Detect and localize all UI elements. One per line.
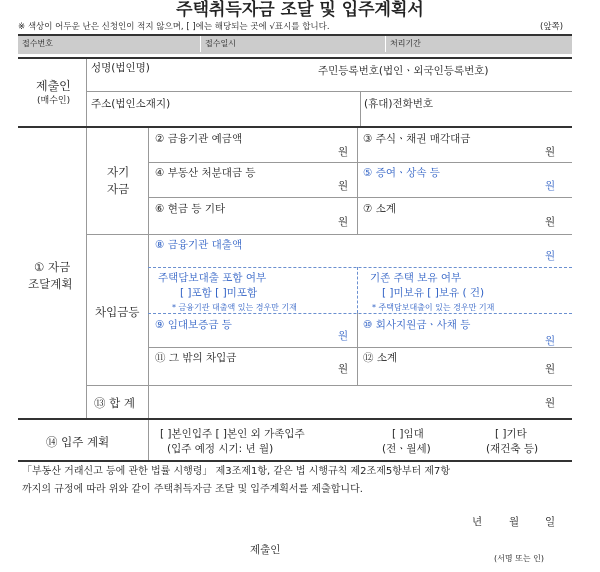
- gift-inheritance-unit: 원: [545, 180, 556, 192]
- company-support-field[interactable]: ⑩ 회사지원금ㆍ사채 등: [363, 319, 471, 331]
- footer-submitter-label: 제출인: [250, 544, 281, 556]
- other-borrowing-field[interactable]: ⑪ 그 밖의 차입금: [155, 352, 237, 364]
- occupancy-other-option[interactable]: [ ]기타: [495, 428, 527, 440]
- cash-etc-unit: 원: [338, 216, 349, 228]
- occupancy-label: ⑭ 입주 계획: [46, 435, 110, 449]
- company-support-unit: 원: [545, 335, 556, 347]
- own-funds-label: 자기: [107, 165, 130, 179]
- own-subtotal-field[interactable]: ⑦ 소계: [363, 203, 397, 215]
- occupancy-rent-sub: (전ㆍ월세): [382, 443, 431, 455]
- date-month[interactable]: 월: [509, 516, 520, 528]
- existing-house-label: 기존 주택 보유 여부: [370, 272, 462, 284]
- address-field[interactable]: 주소(법인소재지): [91, 98, 171, 110]
- other-borrowing-unit: 원: [338, 363, 349, 375]
- own-funds-label-2: 자금: [107, 182, 130, 196]
- deposit-field[interactable]: ② 금융기관 예금액: [155, 133, 243, 145]
- borrowed-subtotal-unit: 원: [545, 363, 556, 375]
- form-title: 주택취득자금 조달 및 입주계획서: [176, 0, 424, 20]
- receipt-bar: [18, 34, 572, 54]
- occupancy-schedule[interactable]: (입주 예정 시기: 년 월): [167, 443, 274, 455]
- real-estate-sale-unit: 원: [338, 180, 349, 192]
- signature-label[interactable]: (서명 또는 인): [494, 554, 544, 563]
- stock-bond-unit: 원: [545, 146, 556, 158]
- existing-house-note: * 주택담보대출이 있는 경우만 기재: [372, 303, 495, 312]
- date-day[interactable]: 일: [545, 516, 556, 528]
- lease-deposit-unit: 원: [338, 330, 349, 342]
- stock-bond-field[interactable]: ③ 주식ㆍ채권 매각대금: [363, 133, 471, 145]
- loan-amount-unit: 원: [545, 250, 556, 262]
- submitter-label: 제출인: [36, 79, 71, 93]
- receipt-number-label: 접수번호: [22, 39, 53, 48]
- own-subtotal-unit: 원: [545, 216, 556, 228]
- total-label: ⑬ 합 계: [94, 396, 136, 410]
- id-number-field[interactable]: 주민등록번호(법인ㆍ외국인등록번호): [318, 65, 489, 77]
- total-unit: 원: [545, 397, 556, 409]
- occupancy-rent-option[interactable]: [ ]임대: [392, 428, 424, 440]
- page-side-label: (앞쪽): [540, 22, 564, 32]
- real-estate-sale-field[interactable]: ④ 부동산 처분대금 등: [155, 167, 256, 179]
- occupancy-other-sub: (재건축 등): [486, 443, 539, 455]
- notice-text: ※ 색상이 어두운 난은 신청인이 적지 않으며, [ ]에는 해당되는 곳에 √표시를 합니다.: [18, 22, 330, 32]
- name-field[interactable]: 성명(법인명): [91, 62, 150, 74]
- loan-amount-field[interactable]: ⑧ 금융기관 대출액: [155, 239, 243, 251]
- receipt-date-label: 접수일시: [205, 39, 236, 48]
- funding-section-label: ① 자금: [34, 260, 71, 274]
- date-year[interactable]: 년: [472, 516, 483, 528]
- gift-inheritance-field[interactable]: ⑤ 증여ㆍ상속 등: [363, 167, 440, 179]
- statement-line-1: 「부동산 거래신고 등에 관한 법률 시행령」 제3조제1항, 같은 법 시행규칙 제2조제5항부터 제7항: [22, 466, 451, 477]
- funding-section-label-2: 조달계획: [28, 277, 73, 291]
- mortgage-inclusion-label: 주택담보대출 포함 여부: [158, 272, 267, 284]
- statement-line-2: 까지의 규정에 따라 위와 같이 주택취득자금 조달 및 입주계획서를 제출합니다.: [22, 484, 363, 495]
- borrowed-subtotal-field[interactable]: ⑫ 소계: [363, 352, 398, 364]
- processing-period-label: 처리기간: [390, 39, 421, 48]
- deposit-unit: 원: [338, 146, 349, 158]
- cash-etc-field[interactable]: ⑥ 현금 등 기타: [155, 203, 226, 215]
- borrowed-funds-label: 차입금등: [95, 305, 140, 319]
- phone-field[interactable]: (휴대)전화번호: [364, 98, 434, 110]
- occupancy-self-option[interactable]: [ ]본인입주 [ ]본인 외 가족입주: [160, 428, 305, 440]
- mortgage-checkboxes[interactable]: [ ]포함 [ ]미포함: [180, 287, 258, 299]
- mortgage-note: * 금융기관 대출액 있는 경우만 기재: [172, 303, 297, 312]
- submitter-sub-label: (매수인): [37, 96, 71, 106]
- lease-deposit-field[interactable]: ⑨ 임대보증금 등: [155, 319, 232, 331]
- existing-house-checkboxes[interactable]: [ ]미보유 [ ]보유 ( 건): [382, 287, 485, 299]
